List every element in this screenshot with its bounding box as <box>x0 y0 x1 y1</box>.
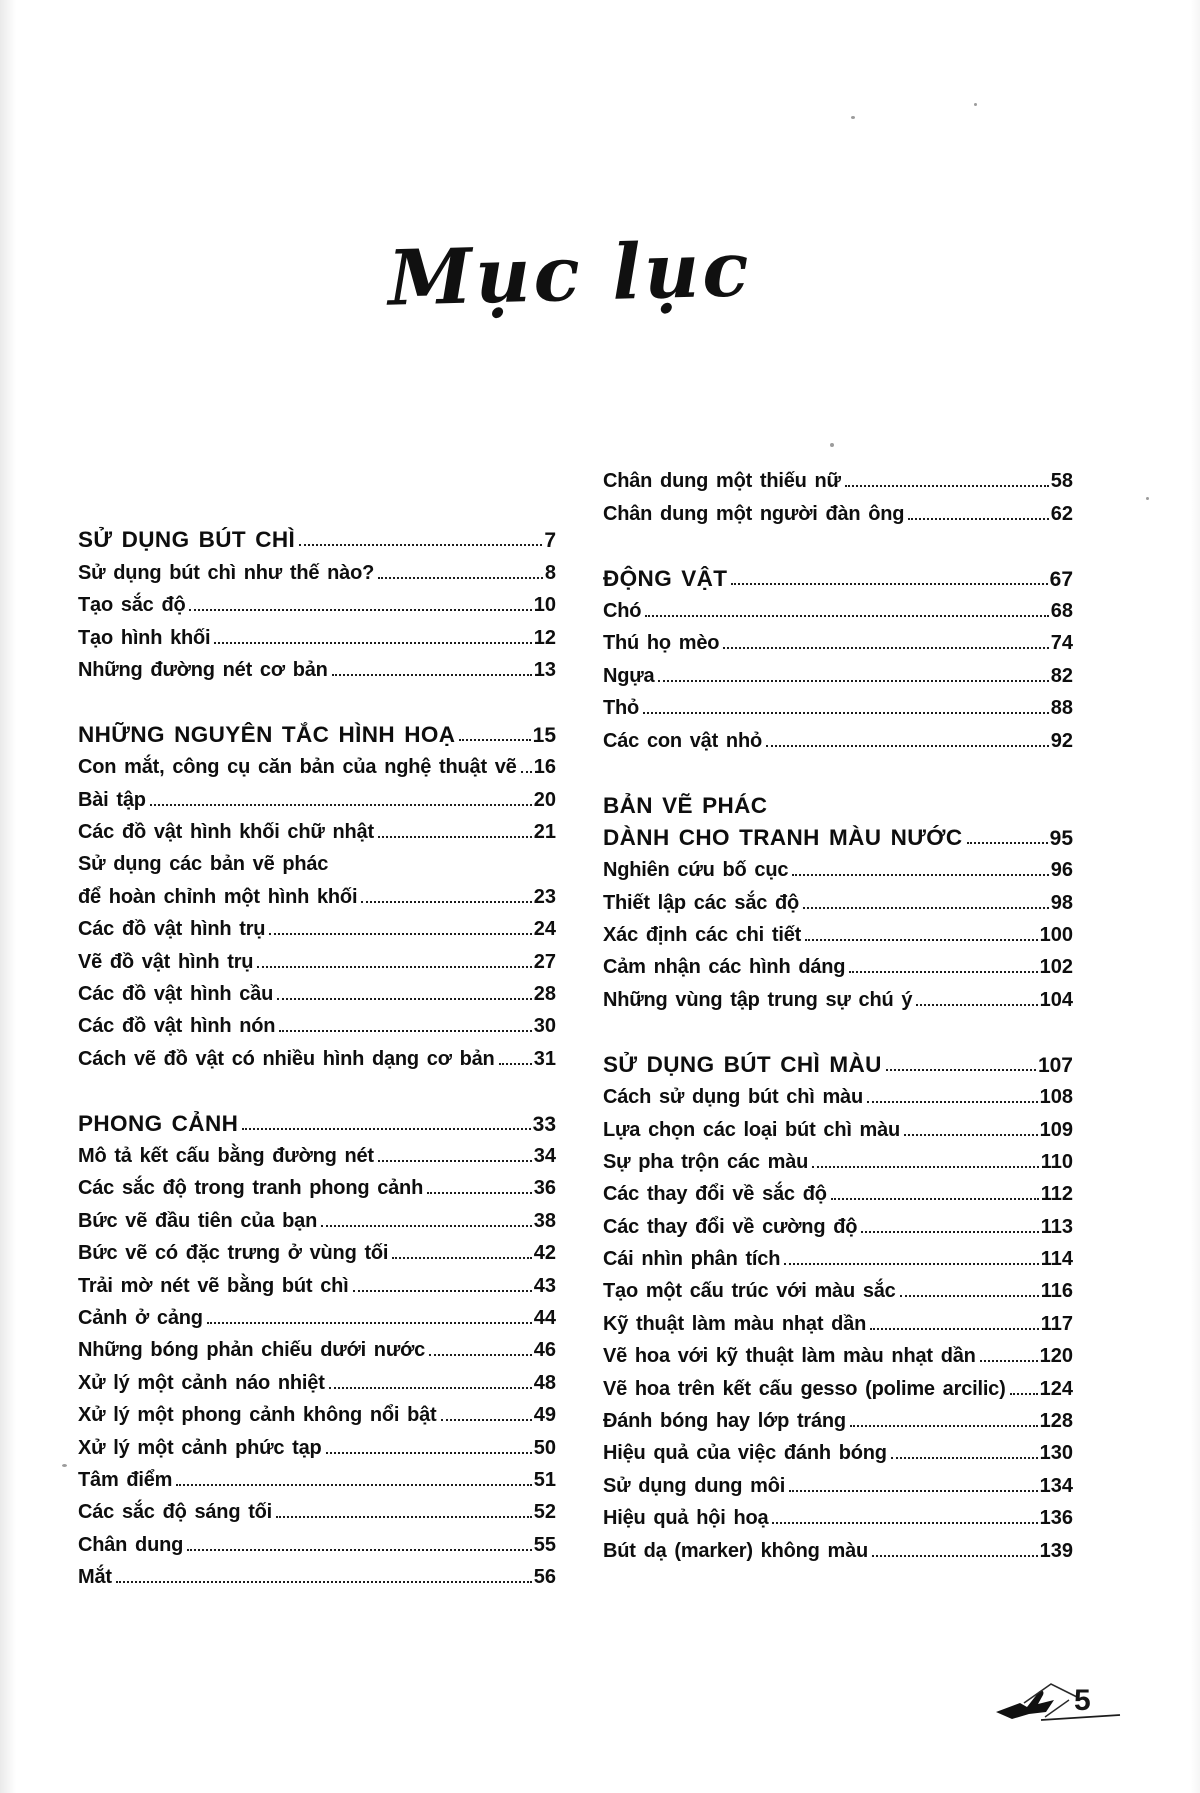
dot-leader <box>831 1198 1039 1200</box>
dot-leader <box>849 971 1037 973</box>
toc-row <box>603 462 1073 494</box>
toc-row <box>78 651 556 683</box>
toc-row <box>603 1207 1073 1239</box>
toc-row <box>603 494 1073 526</box>
toc-entry-label: Ngựa <box>603 664 655 687</box>
toc-row <box>78 910 556 942</box>
toc-row <box>78 1234 556 1266</box>
dot-leader <box>214 642 531 644</box>
toc-entry-label: Các đồ vật hình khối chữ nhật <box>78 821 374 844</box>
toc-row <box>78 683 556 716</box>
toc-row <box>603 1531 1073 1563</box>
toc-entry-label: ĐỘNG VẬT <box>603 565 728 591</box>
toc-entry-label: Xác định các chi tiết <box>603 924 802 947</box>
toc-row <box>78 1007 556 1039</box>
toc-row <box>603 527 1073 560</box>
toc-row <box>603 883 1073 915</box>
toc-entry-label: để hoàn chỉnh một hình khối <box>78 885 358 908</box>
toc-row <box>78 1072 556 1105</box>
toc-page-number: 130 <box>1039 1442 1073 1465</box>
toc-entry-label: Chân dung một người đàn ông <box>603 502 905 525</box>
toc-entry-label: Xử lý một cảnh phức tạp <box>78 1436 322 1459</box>
toc-entry-label: Bức vẽ có đặc trưng ở vùng tối <box>78 1242 389 1265</box>
toc-row <box>78 942 556 974</box>
toc-page-number: 50 <box>533 1436 556 1459</box>
toc-row <box>603 1013 1073 1046</box>
dot-leader <box>459 739 530 741</box>
dot-leader <box>803 907 1049 909</box>
toc-row <box>78 1169 556 1201</box>
toc-entry-label: Thiết lập các sắc độ <box>603 891 800 914</box>
dot-leader <box>392 1257 531 1259</box>
toc-row <box>603 624 1073 656</box>
toc-row <box>603 786 1073 818</box>
toc-entry-label: Các sắc độ trong tranh phong cảnh <box>78 1177 424 1200</box>
toc-page-number: 88 <box>1050 697 1073 720</box>
toc-row <box>78 1525 556 1557</box>
dot-leader <box>789 1490 1038 1492</box>
toc-page-number: 114 <box>1040 1248 1073 1271</box>
toc-page-number: 24 <box>533 918 556 941</box>
toc-row <box>78 1104 556 1136</box>
toc-page-number: 10 <box>533 594 556 617</box>
toc-entry-label: Đánh bóng hay lớp tráng <box>603 1410 846 1433</box>
toc-page-number: 112 <box>1040 1183 1073 1206</box>
dot-leader <box>521 771 532 773</box>
toc-row <box>78 1331 556 1363</box>
toc-entry-label: Các thay đổi về sắc độ <box>603 1183 827 1206</box>
toc-page-number: 38 <box>533 1209 556 1232</box>
toc-page-number: 51 <box>533 1468 556 1491</box>
toc-entry-label: Bức vẽ đầu tiên của bạn <box>78 1209 318 1232</box>
toc-page-number: 55 <box>533 1533 556 1556</box>
toc-entry-label: Cách sử dụng bút chì màu <box>603 1086 863 1109</box>
dot-leader <box>269 933 531 935</box>
toc-row <box>603 980 1073 1012</box>
toc-entry-label: Con mắt, công cụ căn bản của nghệ thuật vẽ <box>78 756 517 779</box>
dot-leader <box>176 1484 531 1486</box>
toc-row <box>78 1461 556 1493</box>
toc-row <box>603 721 1073 753</box>
toc-entry-label: Tâm điểm <box>78 1468 173 1491</box>
toc-page-number: 12 <box>533 626 556 649</box>
dot-leader <box>872 1555 1038 1557</box>
toc-page-number: 110 <box>1040 1150 1073 1173</box>
toc-right-column <box>603 462 1073 1564</box>
toc-entry-label: Cái nhìn phân tích <box>603 1248 781 1271</box>
toc-page-number: 20 <box>533 788 556 811</box>
toc-row <box>78 715 556 747</box>
toc-page-number: 107 <box>1037 1053 1073 1077</box>
toc-row <box>603 1078 1073 1110</box>
toc-entry-label: Chân dung <box>78 1533 184 1556</box>
dot-leader <box>150 804 532 806</box>
toc-page-number: 95 <box>1049 826 1073 850</box>
dot-leader <box>891 1457 1038 1459</box>
toc-page-number: 82 <box>1050 664 1073 687</box>
page-number: 5 <box>1074 1684 1091 1717</box>
dot-leader <box>772 1522 1037 1524</box>
dot-leader <box>916 1004 1037 1006</box>
toc-row <box>78 1266 556 1298</box>
toc-page-number: 102 <box>1039 956 1073 979</box>
toc-page-number: 30 <box>533 1015 556 1038</box>
dot-leader <box>277 998 532 1000</box>
toc-entry-label: Cách vẽ đồ vật có nhiều hình dạng cơ bản <box>78 1047 495 1070</box>
toc-page-number: 98 <box>1050 891 1073 914</box>
scan-speck <box>974 103 977 106</box>
toc-page-number: 136 <box>1039 1507 1073 1530</box>
toc-entry-label: SỬ DỤNG BÚT CHÌ <box>78 527 296 553</box>
bird-doodle-icon <box>988 1672 1138 1728</box>
toc-page-number: 7 <box>544 529 556 553</box>
dot-leader <box>967 842 1048 844</box>
toc-page-number: 104 <box>1039 988 1073 1011</box>
toc-entry-label: Vẽ hoa trên kết cấu gesso (polime arcilic) <box>603 1377 1006 1400</box>
toc-page-number: 124 <box>1039 1377 1073 1400</box>
toc-entry-label: Xử lý một phong cảnh không nổi bật <box>78 1404 437 1427</box>
toc-row <box>78 748 556 780</box>
toc-row <box>603 592 1073 624</box>
toc-page-number: 96 <box>1050 859 1073 882</box>
toc-page-number: 46 <box>533 1339 556 1362</box>
toc-entry-label: Những bóng phản chiếu dưới nước <box>78 1339 426 1362</box>
toc-row <box>78 586 556 618</box>
toc-page-number: 33 <box>532 1112 556 1136</box>
toc-entry-label: Tạo hình khối <box>78 626 211 649</box>
dot-leader <box>980 1360 1038 1362</box>
toc-page-number: 68 <box>1050 600 1073 623</box>
toc-page-number: 120 <box>1039 1345 1073 1368</box>
toc-entry-label: Sử dụng dung môi <box>603 1474 786 1497</box>
toc-row <box>78 877 556 909</box>
toc-row <box>603 1045 1073 1077</box>
toc-entry-label: Tạo một cấu trúc với màu sắc <box>603 1280 896 1303</box>
toc-entry-label: Hiệu quả hội hoạ <box>603 1507 769 1530</box>
toc-page-number: 36 <box>533 1177 556 1200</box>
dot-leader <box>805 939 1038 941</box>
dot-leader <box>242 1128 530 1130</box>
toc-page-number: 100 <box>1039 924 1073 947</box>
toc-entry-label: BẢN VẼ PHÁC <box>603 792 768 818</box>
toc-entry-label: Bút dạ (marker) không màu <box>603 1539 869 1562</box>
toc-entry-label: Cảm nhận các hình dáng <box>603 956 846 979</box>
toc-row <box>603 689 1073 721</box>
toc-row <box>603 1143 1073 1175</box>
toc-entry-label: Nghiên cứu bố cục <box>603 859 789 882</box>
toc-page-number: 42 <box>533 1242 556 1265</box>
toc-row <box>78 1363 556 1395</box>
toc-row <box>78 1396 556 1428</box>
toc-entry-label: Chó <box>603 600 642 623</box>
dot-leader <box>645 615 1048 617</box>
toc-page-number: 43 <box>533 1274 556 1297</box>
toc-page-number: 49 <box>533 1404 556 1427</box>
toc-row <box>78 1201 556 1233</box>
toc-page-number: 62 <box>1050 502 1073 525</box>
dot-leader <box>904 1134 1038 1136</box>
toc-entry-label: Thú họ mèo <box>603 632 720 655</box>
scan-speck <box>1146 497 1149 500</box>
toc-entry-label: Sử dụng các bản vẽ phác <box>78 853 329 876</box>
toc-entry-label: Trải mờ nét vẽ bằng bút chì <box>78 1274 349 1297</box>
dot-leader <box>329 1387 532 1389</box>
toc-row <box>603 851 1073 883</box>
page-footer <box>988 1672 1138 1728</box>
toc-page-number: 117 <box>1040 1312 1073 1335</box>
dot-leader <box>766 745 1049 747</box>
toc-page-number: 31 <box>533 1047 556 1070</box>
dot-leader <box>279 1030 531 1032</box>
toc-page-number: 109 <box>1039 1118 1073 1141</box>
toc-page-number: 56 <box>533 1566 556 1589</box>
toc-row <box>603 1337 1073 1369</box>
dot-leader <box>861 1231 1039 1233</box>
toc-entry-label: Các đồ vật hình cầu <box>78 982 274 1005</box>
dot-leader <box>850 1425 1038 1427</box>
toc-entry-label: DÀNH CHO TRANH MÀU NƯỚC <box>603 824 963 850</box>
toc-entry-label: Bài tập <box>78 788 146 811</box>
toc-page-number: 108 <box>1039 1086 1073 1109</box>
toc-entry-label: Vẽ hoa với kỹ thuật làm màu nhạt dần <box>603 1345 976 1368</box>
dot-leader <box>900 1295 1039 1297</box>
toc-page-number: 116 <box>1040 1280 1073 1303</box>
toc-row <box>78 845 556 877</box>
toc-entry-label: NHỮNG NGUYÊN TẮC HÌNH HOẠ <box>78 721 456 747</box>
dot-leader <box>1010 1393 1038 1395</box>
dot-leader <box>812 1166 1039 1168</box>
dot-leader <box>299 544 542 546</box>
toc-page-number: 92 <box>1050 729 1073 752</box>
toc-entry-label: Chân dung một thiếu nữ <box>603 470 841 493</box>
toc-entry-label: Sử dụng bút chì như thế nào? <box>78 561 375 584</box>
toc-page-number: 52 <box>533 1501 556 1524</box>
toc-left-column <box>78 521 556 1590</box>
toc-page-number: 8 <box>544 561 556 584</box>
dot-leader <box>870 1328 1039 1330</box>
toc-page-number: 28 <box>533 982 556 1005</box>
toc-row <box>603 1272 1073 1304</box>
toc-row <box>603 1304 1073 1336</box>
toc-entry-label: Những đường nét cơ bản <box>78 658 328 681</box>
toc-page-number: 27 <box>533 950 556 973</box>
toc-row <box>78 1137 556 1169</box>
toc-row <box>78 1299 556 1331</box>
dot-leader <box>378 836 532 838</box>
dot-leader <box>499 1063 532 1065</box>
dot-leader <box>326 1452 532 1454</box>
toc-page-number: 44 <box>533 1306 556 1329</box>
toc-entry-label: Lựa chọn các loại bút chì màu <box>603 1118 901 1141</box>
scan-speck <box>62 1464 67 1467</box>
toc-row <box>603 916 1073 948</box>
toc-row <box>78 553 556 585</box>
toc-entry-label: PHONG CẢNH <box>78 1110 239 1136</box>
toc-row <box>78 1428 556 1460</box>
toc-page-number: 23 <box>533 885 556 908</box>
dot-leader <box>427 1192 532 1194</box>
dot-leader <box>378 577 543 579</box>
page-title: Mục lục <box>386 224 753 323</box>
dot-leader <box>886 1069 1036 1071</box>
toc-entry-label: Mô tả kết cấu bằng đường nét <box>78 1145 374 1168</box>
toc-row <box>603 1175 1073 1207</box>
toc-row <box>78 1039 556 1071</box>
dot-leader <box>867 1101 1038 1103</box>
dot-leader <box>276 1516 532 1518</box>
toc-entry-label: Xử lý một cảnh náo nhiệt <box>78 1371 325 1394</box>
toc-entry-label: Thỏ <box>603 697 640 720</box>
dot-leader <box>723 647 1048 649</box>
toc-page-number: 113 <box>1040 1215 1073 1238</box>
dot-leader <box>792 874 1048 876</box>
toc-page-number: 16 <box>533 756 556 779</box>
toc-page-number: 34 <box>533 1145 556 1168</box>
dot-leader <box>731 583 1047 585</box>
toc-entry-label: Các đồ vật hình nón <box>78 1015 276 1038</box>
toc-row <box>78 1493 556 1525</box>
toc-row <box>603 1499 1073 1531</box>
toc-row <box>78 618 556 650</box>
toc-entry-label: SỬ DỤNG BÚT CHÌ MÀU <box>603 1051 882 1077</box>
dot-leader <box>257 966 531 968</box>
toc-entry-label: Các đồ vật hình trụ <box>78 918 266 941</box>
dot-leader <box>784 1263 1039 1265</box>
toc-entry-label: Mắt <box>78 1566 112 1589</box>
toc-entry-label: Cảnh ở cảng <box>78 1306 203 1329</box>
toc-row <box>78 813 556 845</box>
dot-leader <box>361 901 531 903</box>
toc-entry-label: Tạo sắc độ <box>78 594 186 617</box>
toc-page-number: 139 <box>1039 1539 1073 1562</box>
toc-row <box>603 1434 1073 1466</box>
toc-entry-label: Các thay đổi về cường độ <box>603 1215 858 1238</box>
dot-leader <box>321 1225 532 1227</box>
toc-row <box>603 948 1073 980</box>
toc-page-number: 74 <box>1050 632 1073 655</box>
toc-row <box>78 1558 556 1590</box>
toc-row <box>603 754 1073 787</box>
toc-entry-label: Những vùng tập trung sự chú ý <box>603 988 913 1011</box>
dot-leader <box>189 609 531 611</box>
toc-row <box>603 1369 1073 1401</box>
dot-leader <box>908 518 1048 520</box>
toc-row <box>603 819 1073 851</box>
toc-row <box>78 521 556 553</box>
toc-entry-label: Hiệu quả của việc đánh bóng <box>603 1442 887 1465</box>
toc-row <box>78 975 556 1007</box>
toc-page-number: 21 <box>533 821 556 844</box>
toc-entry-label: Các con vật nhỏ <box>603 729 762 752</box>
dot-leader <box>187 1549 532 1551</box>
dot-leader <box>429 1354 532 1356</box>
dot-leader <box>353 1290 532 1292</box>
toc-row <box>603 1110 1073 1142</box>
toc-page-number: 67 <box>1049 567 1073 591</box>
toc-page-number: 58 <box>1050 470 1073 493</box>
toc-row <box>603 1240 1073 1272</box>
dot-leader <box>332 674 532 676</box>
scan-speck <box>851 116 855 119</box>
scan-speck <box>830 443 834 447</box>
scan-edge-shading <box>1190 0 1200 1793</box>
toc-entry-label: Sự pha trộn các màu <box>603 1150 809 1173</box>
toc-entry-label: Vẽ đồ vật hình trụ <box>78 950 254 973</box>
toc-page-number: 48 <box>533 1371 556 1394</box>
dot-leader <box>441 1419 532 1421</box>
dot-leader <box>207 1322 532 1324</box>
toc-row <box>603 559 1073 591</box>
toc-page-number: 128 <box>1039 1410 1073 1433</box>
toc-entry-label: Kỹ thuật làm màu nhạt dần <box>603 1312 867 1335</box>
toc-row <box>78 780 556 812</box>
toc-row <box>603 1402 1073 1434</box>
dot-leader <box>658 680 1048 682</box>
toc-page-number: 134 <box>1039 1474 1073 1497</box>
toc-entry-label: Các sắc độ sáng tối <box>78 1501 273 1524</box>
dot-leader <box>845 485 1049 487</box>
toc-page-number: 13 <box>533 658 556 681</box>
dot-leader <box>643 712 1049 714</box>
toc-row <box>603 1466 1073 1498</box>
scan-edge-shading <box>0 0 16 1793</box>
toc-page-number: 15 <box>532 723 556 747</box>
dot-leader <box>116 1581 532 1583</box>
dot-leader <box>378 1160 532 1162</box>
toc-row <box>603 656 1073 688</box>
